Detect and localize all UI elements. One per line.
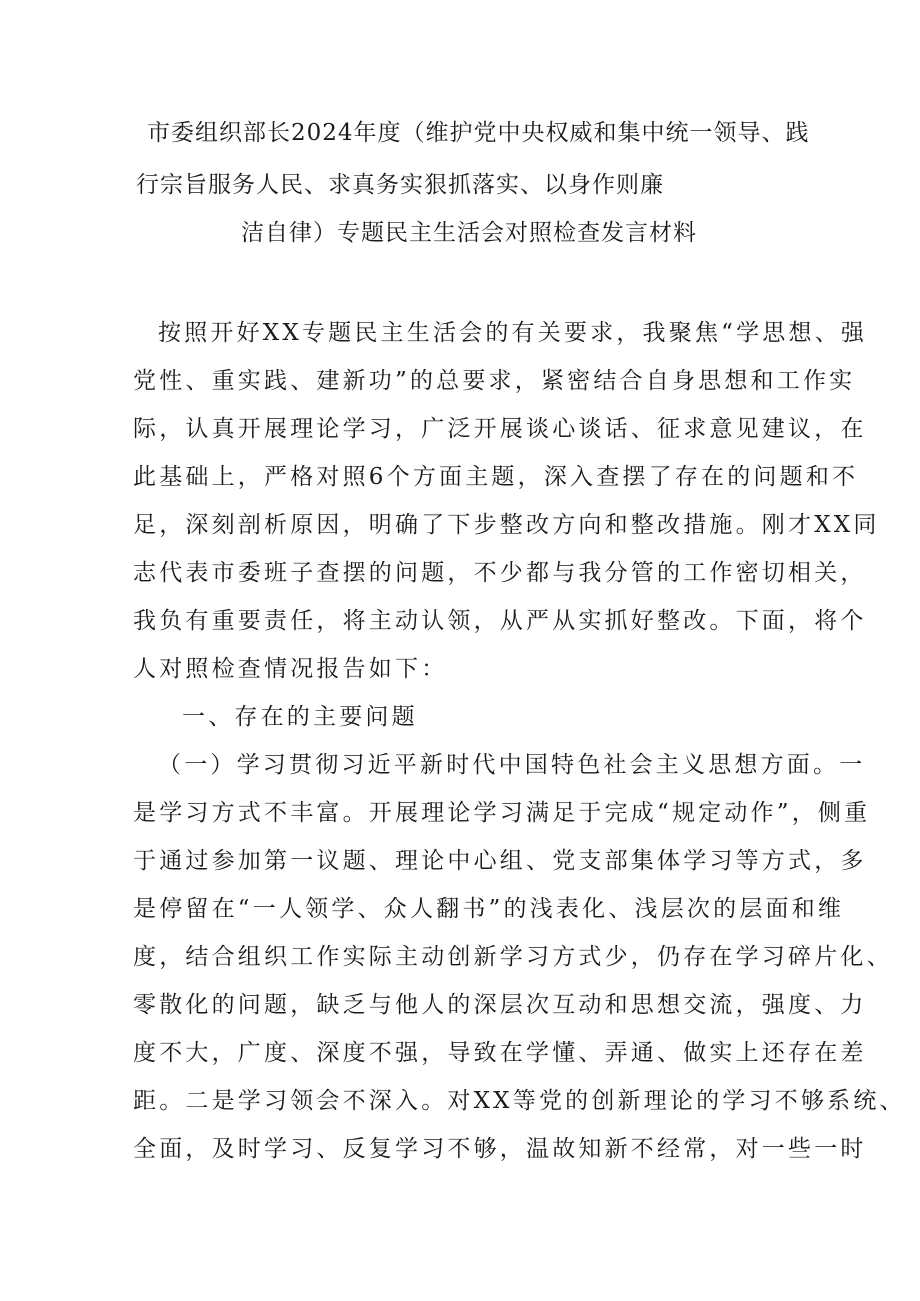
document-title-line-3: 洁自律）专题民主生活会对照检查发言材料 (241, 220, 697, 246)
document-title-line-1: 市委组织部长2024年度（维护党中央权威和集中统一领导、践 (147, 120, 810, 146)
section-paragraph-line: 于通过参加第一议题、理论中心组、党支部集体学习等方式，多 (133, 848, 867, 874)
intro-paragraph-line: 我负有重要责任，将主动认领，从严从实抓好整改。下面，将个 (133, 608, 867, 634)
section-paragraph-line: 距。二是学习领会不深入。对XX等党的创新理论的学习不够系统、 (133, 1088, 906, 1114)
section-paragraph-line: 是学习方式不丰富。开展理论学习满足于完成“规定动作”，侧重 (133, 800, 871, 826)
section-paragraph-line: 度，结合组织工作实际主动创新学习方式少，仍存在学习碎片化、 (133, 944, 893, 970)
intro-paragraph-line: 此基础上，严格对照6个方面主题，深入查摆了存在的问题和不 (133, 464, 859, 490)
intro-paragraph-line: 人对照检查情况报告如下： (133, 656, 448, 682)
intro-paragraph-line: 党性、重实践、建新功”的总要求，紧密结合自身思想和工作实 (133, 368, 856, 394)
section-paragraph-line: 度不大，广度、深度不强，导致在学懂、弄通、做实上还存在差 (133, 1040, 867, 1066)
section-paragraph-line: 是停留在“一人领学、众人翻书”的浅表化、浅层次的层面和维 (133, 896, 845, 922)
intro-paragraph-line: 志代表市委班子查摆的问题，不少都与我分管的工作密切相关， (133, 560, 867, 586)
section-paragraph-line: 全面，及时学习、反复学习不够，温故知新不经常，对一些一时 (133, 1136, 867, 1162)
document-title-line-2: 行宗旨服务人民、求真务实狠抓落实、以身作则廉 (136, 172, 664, 198)
intro-paragraph-line: 足，深刻剖析原因，明确了下步整改方向和整改措施。刚才XX同 (133, 512, 880, 538)
intro-paragraph-line: 际，认真开展理论学习，广泛开展谈心谈话、征求意见建议，在 (133, 416, 867, 442)
section-paragraph-line: （一）学习贯彻习近平新时代中国特色社会主义思想方面。一 (158, 752, 866, 778)
section-paragraph-line: 零散化的问题，缺乏与他人的深层次互动和思想交流，强度、力 (133, 992, 867, 1018)
section-heading: 一、存在的主要问题 (182, 704, 418, 730)
intro-paragraph-line: 按照开好XX专题民主生活会的有关要求，我聚焦“学思想、强 (158, 320, 868, 346)
